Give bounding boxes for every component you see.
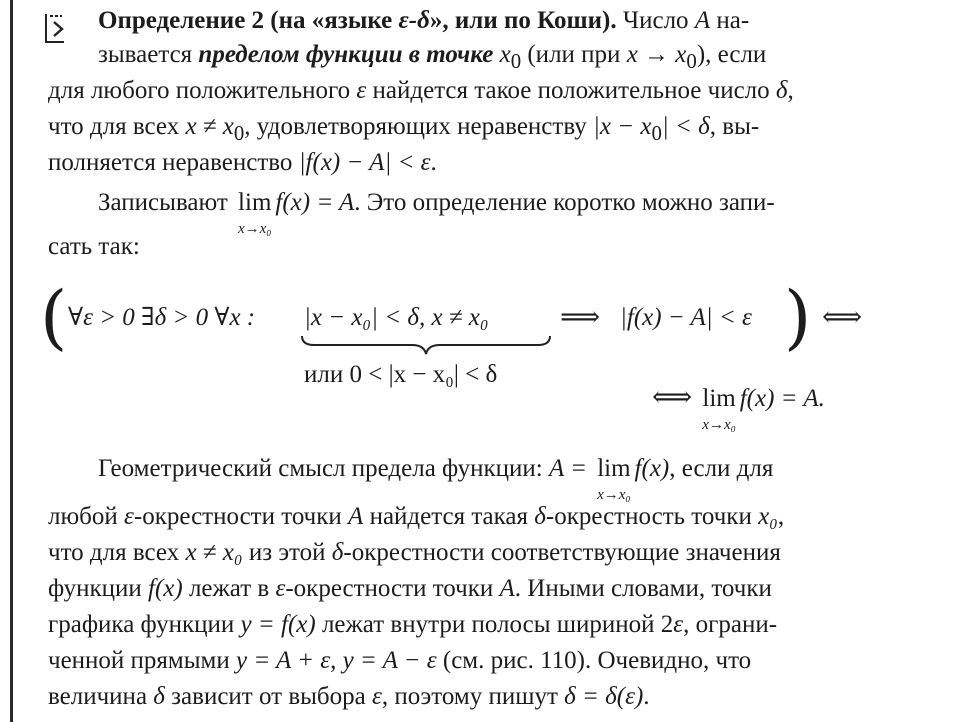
formula-iff-2: ⟺ lim x→x₀ f(x) = A. <box>652 383 825 414</box>
text: (или при <box>521 41 627 68</box>
formula-iff: ⟺ <box>822 302 863 333</box>
limit-operator: lim x→x₀ <box>597 454 630 484</box>
math-ineq: |x − x <box>593 113 652 140</box>
text: на- <box>710 7 750 34</box>
definition-line-1 <box>98 6 749 36</box>
text: , если для <box>669 455 774 482</box>
text: для любого положительного <box>48 77 357 104</box>
math-delta: δ <box>775 77 788 104</box>
geometry-line-2: любой ε-окрестности точки A найдется такая δ-окрестность точки x₀, <box>48 503 785 530</box>
math-ineq: |f(x) − A| < ε <box>298 149 431 176</box>
definition-term: пределом функции в точке <box>198 41 494 68</box>
text: , <box>787 77 794 104</box>
text: сать так: <box>48 233 140 260</box>
definition-line-5 <box>48 148 437 178</box>
page-left-border <box>10 0 13 722</box>
text: зывается <box>98 41 199 68</box>
notation-line-2 <box>48 232 140 262</box>
limit-operator: lim x→x₀ <box>702 384 735 414</box>
text: Число <box>616 7 695 34</box>
math-eps: ε <box>356 77 367 104</box>
text: найдется такое положительное число <box>366 77 776 104</box>
text: . <box>430 149 437 176</box>
definition-marker-icon <box>40 10 70 46</box>
limit-subscript: x→x₀ <box>702 417 736 433</box>
formula-result: |f(x) − A| < ε <box>620 304 752 331</box>
math-x0: x <box>493 41 511 68</box>
text: полняется неравенство <box>48 149 299 176</box>
geometry-line-5: графика функции y = f(x) лежат внутри полосы шириной 2ε, ограни- <box>48 611 778 638</box>
eps-delta-symbol: ε-δ <box>398 7 430 34</box>
text: что для всех <box>48 113 186 140</box>
math-arrow: x → x <box>626 41 687 68</box>
limit-subscript: x→x₀ <box>597 487 631 503</box>
text: Записывают <box>98 189 235 216</box>
text: , удовлетворяющих неравенству <box>244 113 594 140</box>
right-paren: ) <box>784 276 812 358</box>
geometry-line-1 <box>98 454 774 503</box>
limit-subscript: x→x₀ <box>237 221 272 237</box>
left-paren: ( <box>40 276 68 358</box>
geometry-line-3: что для всех x ≠ x₀ из этой δ-окрестности соответствующие значения <box>48 539 781 566</box>
subscript: 0 <box>686 49 697 73</box>
subscript: 0 <box>233 121 245 145</box>
underbrace <box>300 334 552 356</box>
math-final: f(x) = A. <box>739 385 825 412</box>
formula-condition: |x − x₀| < δ, x ≠ x₀ <box>304 304 489 331</box>
formula-implies: ⟹ <box>560 302 601 333</box>
geometry-line-7: величина δ зависит от выбора ε, поэтому пишут δ = δ(ε). <box>48 683 650 710</box>
definition-line-2 <box>98 40 766 76</box>
text: ), если <box>696 41 767 68</box>
limit-operator: lim x→x₀ <box>238 188 271 218</box>
math-ineq: | < δ <box>661 113 710 140</box>
text: . Это определение коротко можно запи- <box>354 189 775 216</box>
brace-note: или 0 < |x − x₀| < δ <box>304 361 498 388</box>
subscript: 0 <box>651 121 662 145</box>
geometry-line-4: функции f(x) лежат в ε-окрестности точки A. Иными словами, точки <box>48 575 772 602</box>
definition-heading-end: », или по Коши). <box>429 7 617 34</box>
math-fx: f(x) <box>634 455 670 482</box>
definition-line-4 <box>48 112 759 148</box>
geometry-line-6: ченной прямыми y = A + ε, y = A − ε (см. рис. 110). Очевидно, что <box>48 647 752 674</box>
math-neq: x ≠ x <box>185 113 234 140</box>
math-A: A <box>694 7 711 34</box>
math-A: A = <box>549 455 594 482</box>
notation-line-1 <box>98 188 775 237</box>
math-fx: f(x) = A <box>275 189 355 216</box>
formula-quantifiers: ∀ε > 0 ∃δ > 0 ∀x : <box>68 304 256 331</box>
definition-line-3 <box>48 76 794 106</box>
text: Геометрический смысл предела функции: <box>98 455 549 482</box>
subscript: 0 <box>510 49 522 73</box>
text: , вы- <box>709 113 760 140</box>
definition-heading: Определение 2 (на «языке <box>98 7 393 34</box>
